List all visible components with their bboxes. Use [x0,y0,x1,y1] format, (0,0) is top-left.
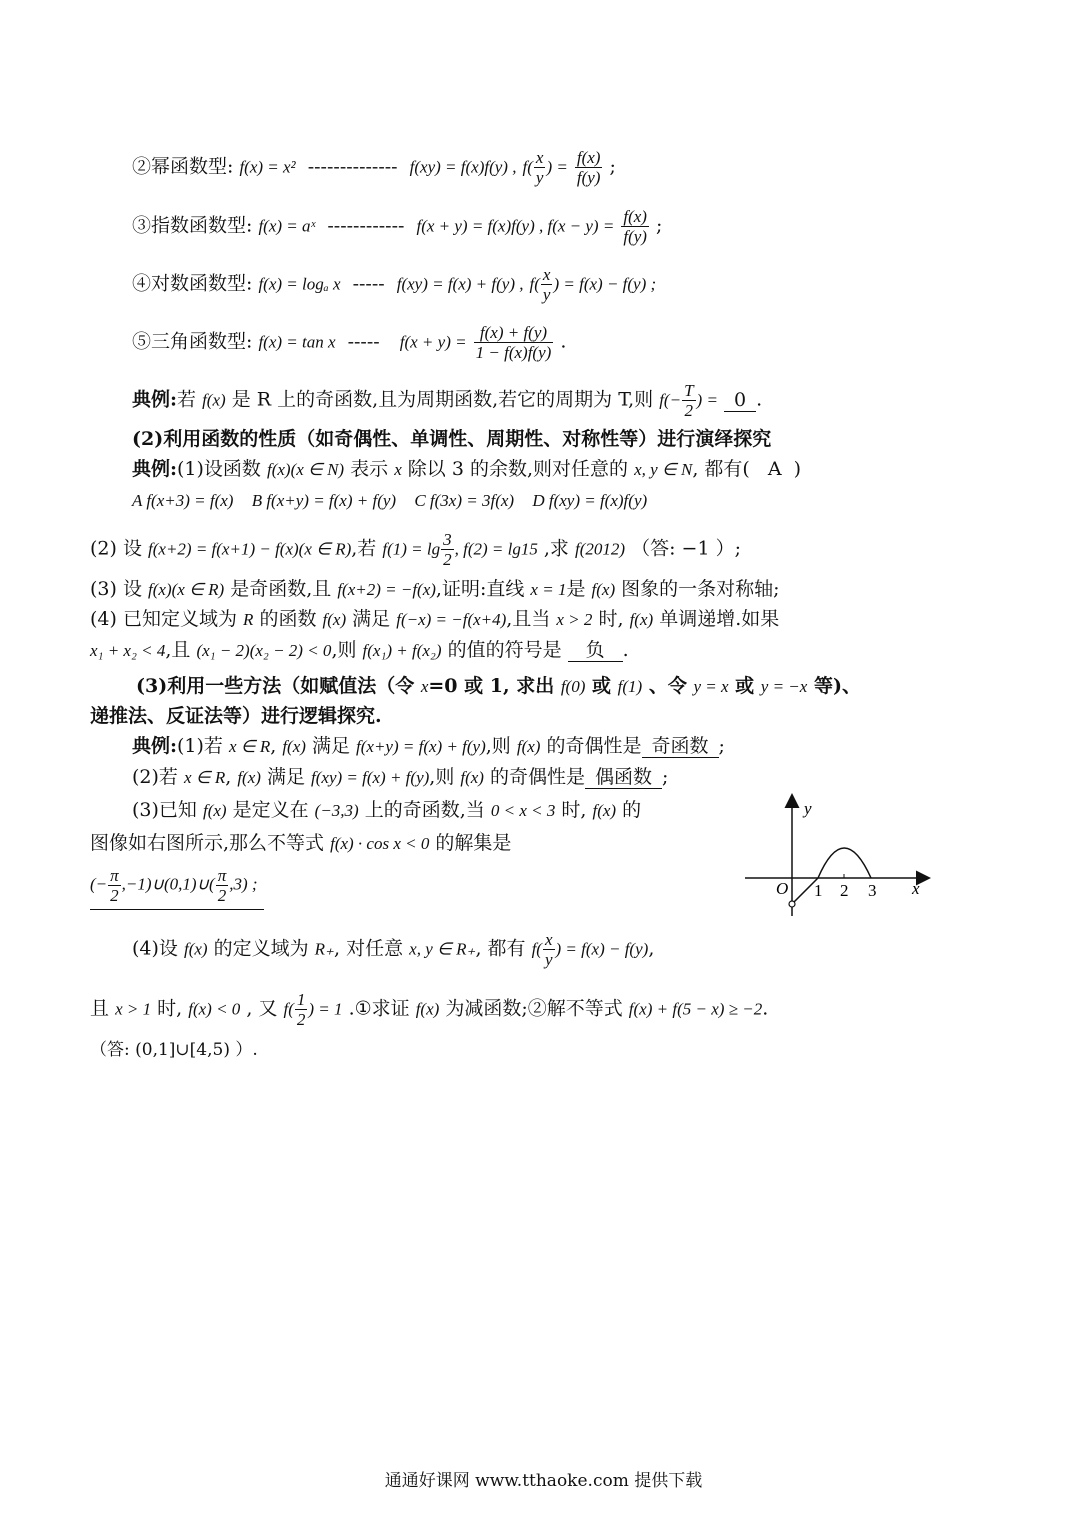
answer-blank: 偶函数 [585,766,662,789]
math: f(x) [237,768,261,787]
text: 是定义在 [232,799,309,821]
fraction [474,323,554,362]
text: 是 R 上的奇函数,且为周期函数,若它的周期为 T,则 [231,388,654,411]
math: f(x+y) = f(x) + f(y) [356,737,486,756]
punct: . [762,997,769,1020]
math: f(xy) = f(x) + f(y) [311,768,430,787]
option-a: A f(x+3) = f(x) [132,491,234,510]
text: 上的奇函数,当 [364,799,485,821]
math: f(x) [460,768,484,787]
text: , 对任意 [334,937,404,960]
text: ,则 [331,639,357,661]
math: f( [283,999,294,1019]
math: x ∈ R [183,768,226,787]
rule-label: ③指数函数型: [132,214,253,237]
math: y = −x [760,677,808,696]
ex2-q4-cont [90,636,629,665]
example-label: 典例: [132,458,178,480]
text: 或 [735,675,755,697]
math: f(x)(x ∈ R) [148,580,225,599]
math: f(x + y) = f(x)f(y) , f(x − y) = [416,216,615,236]
fraction [621,207,649,246]
math: f(x) [591,580,616,599]
numerator: f(x) [576,148,601,167]
example-periodic [132,381,762,420]
text: 图像如右图所示,那么不等式 [90,832,325,854]
ex3-q4-answer: （答: (0,1]∪[4,5) ）. [90,1040,258,1060]
tick-label-2: 2 [840,881,849,900]
math: f(x) [202,801,227,820]
math: f(xy) = f(x) + f(y) , [396,274,524,294]
fraction [543,930,555,969]
text: 时, [157,997,183,1020]
math: f(x) = tan x [258,332,336,352]
denominator: 2 [443,550,452,569]
math: x, y ∈ R₊ [409,939,476,959]
math: f(x) < 0 [188,999,241,1019]
math: ) = 1 [308,999,343,1019]
text: 是 [566,578,586,600]
text: 满足 [352,608,391,630]
math: y = x [693,677,729,696]
math: x, y ∈ N [634,460,693,479]
ex2-q3 [90,575,780,604]
math: f(1) = lg [382,539,441,559]
text: =0 或 1, 求出 [428,675,555,697]
answer-blank: 负 [568,639,623,662]
answer-blank: 0 [724,389,756,412]
math: f(−x) = −f(x+4) [396,610,507,629]
text: 或 [592,675,612,697]
dash: -------------- [307,155,398,178]
fraction [575,148,603,187]
denominator: 2 [217,886,227,905]
fraction [441,530,454,569]
math: f(x) = aˣ [258,216,316,236]
text: ,且 [165,639,191,661]
math: f(x) [629,610,654,629]
text: ,求 [543,537,569,560]
math: f(x)(x ∈ N) [266,460,345,479]
math: 0 < x < 3 [490,801,556,820]
text: , 又 [246,997,278,1020]
math: f(1) [617,677,643,696]
fraction [541,265,553,304]
ex3-q3-answer [90,866,264,910]
math: f( [529,274,540,294]
math: f(x) [202,390,226,410]
punct: . [560,330,567,353]
math: f( [531,939,542,959]
text: ,且当 [506,608,551,630]
text: , 都有 [475,937,526,960]
denominator: f(y) [576,168,601,187]
math: x = 1 [530,580,567,599]
math: f(x + y) = [399,332,467,352]
math: f(x+2) = −f(x) [337,580,436,599]
ex2-q4 [90,605,779,634]
denominator: 1 − f(x)f(y) [475,343,552,362]
text: (3)利用一些方法（如赋值法（令 [136,675,415,697]
math: ,−1)∪(0,1)∪( [121,874,215,894]
section-heading-3-cont: 递推法、反证法等）进行逻辑探究. [90,705,382,727]
math: f(x) [592,801,617,820]
punct: , [648,937,655,960]
numerator: π [217,866,227,885]
math: x > 1 [115,999,152,1019]
text: (3)已知 [132,799,197,821]
rule-label: ⑤三角函数型: [132,330,253,353]
numerator: x [542,265,551,284]
ex2-q1 [132,455,801,484]
math: ) = f(x) − f(y) ; [553,274,657,294]
dash: ----- [352,272,385,295]
math: f(x) [415,999,440,1019]
math: R [243,610,254,629]
punct: . [622,639,629,661]
numerator: T [684,381,694,400]
denominator: f(y) [623,227,647,246]
text: ,则 [485,735,511,757]
math: f(x) = x² [239,157,296,177]
text: 的函数 [259,608,317,630]
text: 的 [622,799,642,821]
math: ,3) ; [229,874,258,894]
text: , 都有( [692,458,750,480]
math: (−3,3) [314,801,359,820]
rule-label: ④对数函数型: [132,272,253,295]
text: (1)若 [177,735,223,757]
math: f(x+2) = f(x+1) − f(x)(x ∈ R) [148,539,352,559]
text: (2) 设 [90,537,142,560]
text: (3) 设 [90,578,142,600]
math: (x₁ − 2)(x₂ − 2) < 0 [196,641,332,660]
math: f(x) [322,610,347,629]
math: R₊ [314,939,335,959]
math: f(x) + f(5 − x) ≥ −2 [628,999,763,1019]
numerator: x [535,148,544,167]
math: f( [522,157,533,177]
numerator: 3 [443,530,452,549]
punct: ; [609,155,616,178]
x-label: x [912,879,920,898]
ex3-q1 [132,732,725,761]
option-b: B f(x+y) = f(x) + f(y) [251,491,397,510]
text: 的解集是 [435,832,512,854]
math: x₁ + x₂ < 4 [90,641,166,660]
text: , [270,735,277,757]
math: x > 2 [556,610,593,629]
text: 且 [90,997,110,1020]
text: 若 [177,388,197,411]
text: ) [793,458,802,480]
fraction [108,866,121,905]
rule-power [132,148,616,187]
text: 是奇函数,且 [230,578,332,600]
fraction [682,381,695,420]
ex3-q3 [132,796,641,825]
text: 的定义域为 [213,937,309,960]
math: x [420,677,429,696]
ex2-options [132,487,647,515]
text: (4) 已知定义域为 [90,608,237,630]
text: （答: −1 ）; [631,537,741,560]
math: ) = [696,390,718,410]
text: 的值的符号是 [447,639,562,661]
denominator: y [544,950,553,969]
denominator: 2 [296,1010,306,1029]
math: f(0) [560,677,586,696]
text: 的奇偶性是 [546,735,642,757]
ex3-q2 [132,763,668,792]
text: ,若 [351,537,377,560]
denominator: y [542,285,551,304]
math: f(x) [282,737,306,756]
math: f(x) = logₐ x [258,274,341,294]
math: f(− [659,390,682,410]
math: ) = f(x) − f(y) [555,939,649,959]
numerator: x [544,930,553,949]
numerator: f(x) + f(y) [474,323,554,343]
denominator: 2 [684,401,694,420]
ex3-q4-cont [90,990,768,1029]
curve [792,848,871,904]
text: 为减函数;②解不等式 [445,997,623,1020]
tick-label-3: 3 [868,881,877,900]
math: x ∈ R [228,737,271,756]
denominator: 2 [110,886,119,905]
numerator: 1 [296,990,306,1009]
ex3-q3-cont [90,829,511,858]
math: f(xy) = f(x)f(y) , [409,157,517,177]
text: 单调递增.如果 [659,608,780,630]
ex3-q4 [132,930,654,969]
math: f(x₁) + f(x₂) [362,641,442,660]
section-heading-3 [136,672,861,701]
dash: ----- [347,330,380,353]
rule-tan [132,323,566,362]
text: 时, [561,799,587,821]
text: 满足 [266,766,305,788]
rule-log [132,265,656,304]
math: ) = [546,157,568,177]
math: f(x) [516,737,541,756]
math: f(x) [183,939,208,959]
text: 、令 [648,675,687,697]
text: .①求证 [348,997,410,1020]
rule-exp [132,207,662,246]
answer: A [767,458,782,480]
punct: . [756,388,763,411]
tick-label-1: 1 [814,881,823,900]
text: 除以 3 的余数,则对任意的 [407,458,629,480]
option-c: C f(3x) = 3f(x) [414,491,515,510]
text: 时, [598,608,624,630]
punct: ; [662,766,669,788]
fraction [216,866,229,905]
footer: 通通好课网 www.tthaoke.com 提供下载 [384,1471,703,1491]
numerator: f(x) [623,207,647,226]
y-label: y [804,799,812,818]
text: 图象的一条对称轴; [621,578,780,600]
answer-blank: 奇函数 [642,735,719,758]
math: (− [90,874,108,894]
math: , f(2) = lg15 [454,539,538,559]
open-point [789,901,795,907]
example-label: 典例: [132,735,178,757]
ex2-q2 [90,530,741,569]
fraction [534,148,546,187]
numerator: π [110,866,119,885]
math: x [394,460,402,479]
text: , [225,766,232,788]
text: (4)设 [132,937,178,960]
text: 满足 [311,735,350,757]
dash: ------------ [327,214,405,237]
math: f(2012) [574,539,626,559]
text: 表示 [350,458,389,480]
rule-label: ②幂函数型: [132,155,234,178]
example-label: 典例: [132,388,178,411]
text: (2)若 [132,766,178,788]
fraction [295,990,308,1029]
denominator: y [535,168,544,187]
text: 的奇偶性是 [490,766,586,788]
text: ,则 [429,766,455,788]
section-heading: (2)利用函数的性质（如奇偶性、单调性、周期性、对称性等）进行演绎探究 [132,428,772,450]
function-graph [740,790,940,920]
text: (1)设函数 [177,458,261,480]
origin-label: O [776,879,789,898]
punct: ; [656,214,663,237]
punct: ; [718,735,725,757]
text: 等)、 [813,675,861,697]
option-d: D f(xy) = f(x)f(y) [532,491,648,510]
text: ,证明:直线 [435,578,525,600]
math: f(x) · cos x < 0 [330,834,430,853]
